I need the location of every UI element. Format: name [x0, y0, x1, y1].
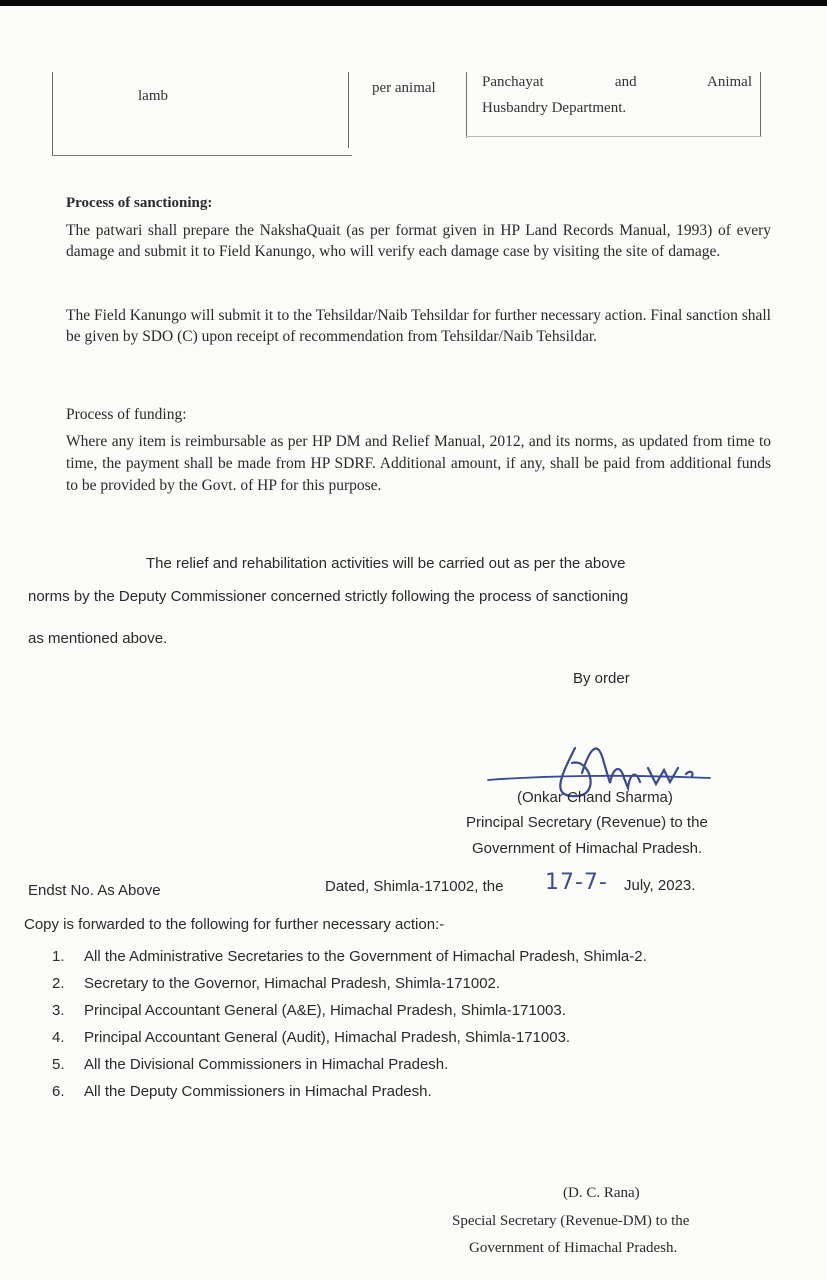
- list-item-number: 3.: [52, 1002, 65, 1019]
- list-item-number: 2.: [52, 975, 65, 992]
- list-item: [52, 946, 804, 968]
- sanctioning-heading: Process of sanctioning:: [66, 195, 213, 211]
- table-bottom-right: [466, 136, 762, 137]
- table-cell-agency-line1: Panchayat and Animal: [482, 74, 752, 90]
- recipients-list: [52, 946, 782, 1108]
- funding-heading: Process of funding:: [66, 406, 187, 423]
- list-item: [52, 1000, 782, 1022]
- signatory-1-title: Principal Secretary (Revenue) to the: [466, 814, 708, 831]
- list-item-number: 6.: [52, 1083, 65, 1100]
- funding-paragraph: Where any item is reimbursable as per HP DM and Relief Manual, 2012, and its norms, as updated from time to time, the payment shall be made from HP SDRF. Additional amount, if any, shall be paid from additional funds to be provided by the Govt. of HP for this purpose.: [66, 433, 771, 494]
- list-item: [52, 1027, 782, 1049]
- dated-suffix: July, 2023.: [624, 877, 696, 894]
- relief-line-1: The relief and rehabilitation activities will be carried out as per the above: [146, 555, 626, 572]
- signatory-2-govt: Government of Himachal Pradesh.: [469, 1240, 678, 1256]
- handwritten-date: 17-7-: [545, 870, 608, 895]
- list-item-number: 5.: [52, 1056, 65, 1073]
- table-bottom-left: [52, 155, 352, 156]
- table-divider-1: [348, 72, 349, 148]
- signatory-2-title: Special Secretary (Revenue-DM) to the: [452, 1213, 690, 1229]
- sanctioning-paragraph-2: The Field Kanungo will submit it to the Tehsildar/Naib Tehsildar for further necessary action. Final sanction shall be given by SDO (C) upon receipt of recommendation from Tehsildar/Naib Tehsildar.: [66, 307, 771, 345]
- list-item: [52, 1054, 782, 1076]
- copy-intro: Copy is forwarded to the following for further necessary action:-: [24, 916, 445, 933]
- list-item: [52, 973, 782, 995]
- relief-line-3: as mentioned above.: [28, 630, 168, 647]
- table-cell-item: lamb: [138, 88, 168, 104]
- by-order: By order: [573, 670, 630, 687]
- signatory-1-govt: Government of Himachal Pradesh.: [472, 840, 703, 857]
- relief-line-2: norms by the Deputy Commissioner concerned strictly following the process of sanctioning: [28, 588, 629, 605]
- dated-prefix: Dated, Shimla-171002, the: [325, 878, 504, 895]
- table-fragment: [52, 72, 762, 158]
- list-item-number: 1.: [52, 948, 65, 965]
- list-item-text: Principal Accountant General (A&E), Himachal Pradesh, Shimla-171003.: [84, 1002, 566, 1019]
- endst-label: Endst No. As Above: [28, 882, 161, 899]
- signatory-2-name: (D. C. Rana): [563, 1185, 640, 1201]
- table-border-left: [52, 72, 53, 156]
- table-divider-2: [466, 72, 467, 138]
- list-item-text: Principal Accountant General (Audit), Himachal Pradesh, Shimla-171003.: [84, 1029, 571, 1046]
- list-item: [52, 1081, 782, 1103]
- table-cell-agency-line2: Husbandry Department.: [482, 100, 627, 116]
- list-item-text: All the Divisional Commissioners in Himachal Pradesh.: [84, 1056, 449, 1073]
- signatory-1-name: (Onkar Chand Sharma): [517, 789, 673, 806]
- list-item-text: Secretary to the Governor, Himachal Pradesh, Shimla-171002.: [84, 975, 501, 992]
- list-item-text: All the Administrative Secretaries to the Government of Himachal Pradesh, Shimla-2.: [84, 948, 647, 965]
- list-item-text: All the Deputy Commissioners in Himachal Pradesh.: [84, 1083, 432, 1100]
- sanctioning-paragraph-1: The patwari shall prepare the NakshaQuait (as per format given in HP Land Records Manual, 1993) of every damage and submit it to Field Kanungo, who will verify each damage case by visiting the site of damage.: [66, 222, 771, 260]
- table-border-right: [760, 72, 761, 136]
- table-cell-unit: per animal: [372, 80, 436, 96]
- list-item-number: 4.: [52, 1029, 65, 1046]
